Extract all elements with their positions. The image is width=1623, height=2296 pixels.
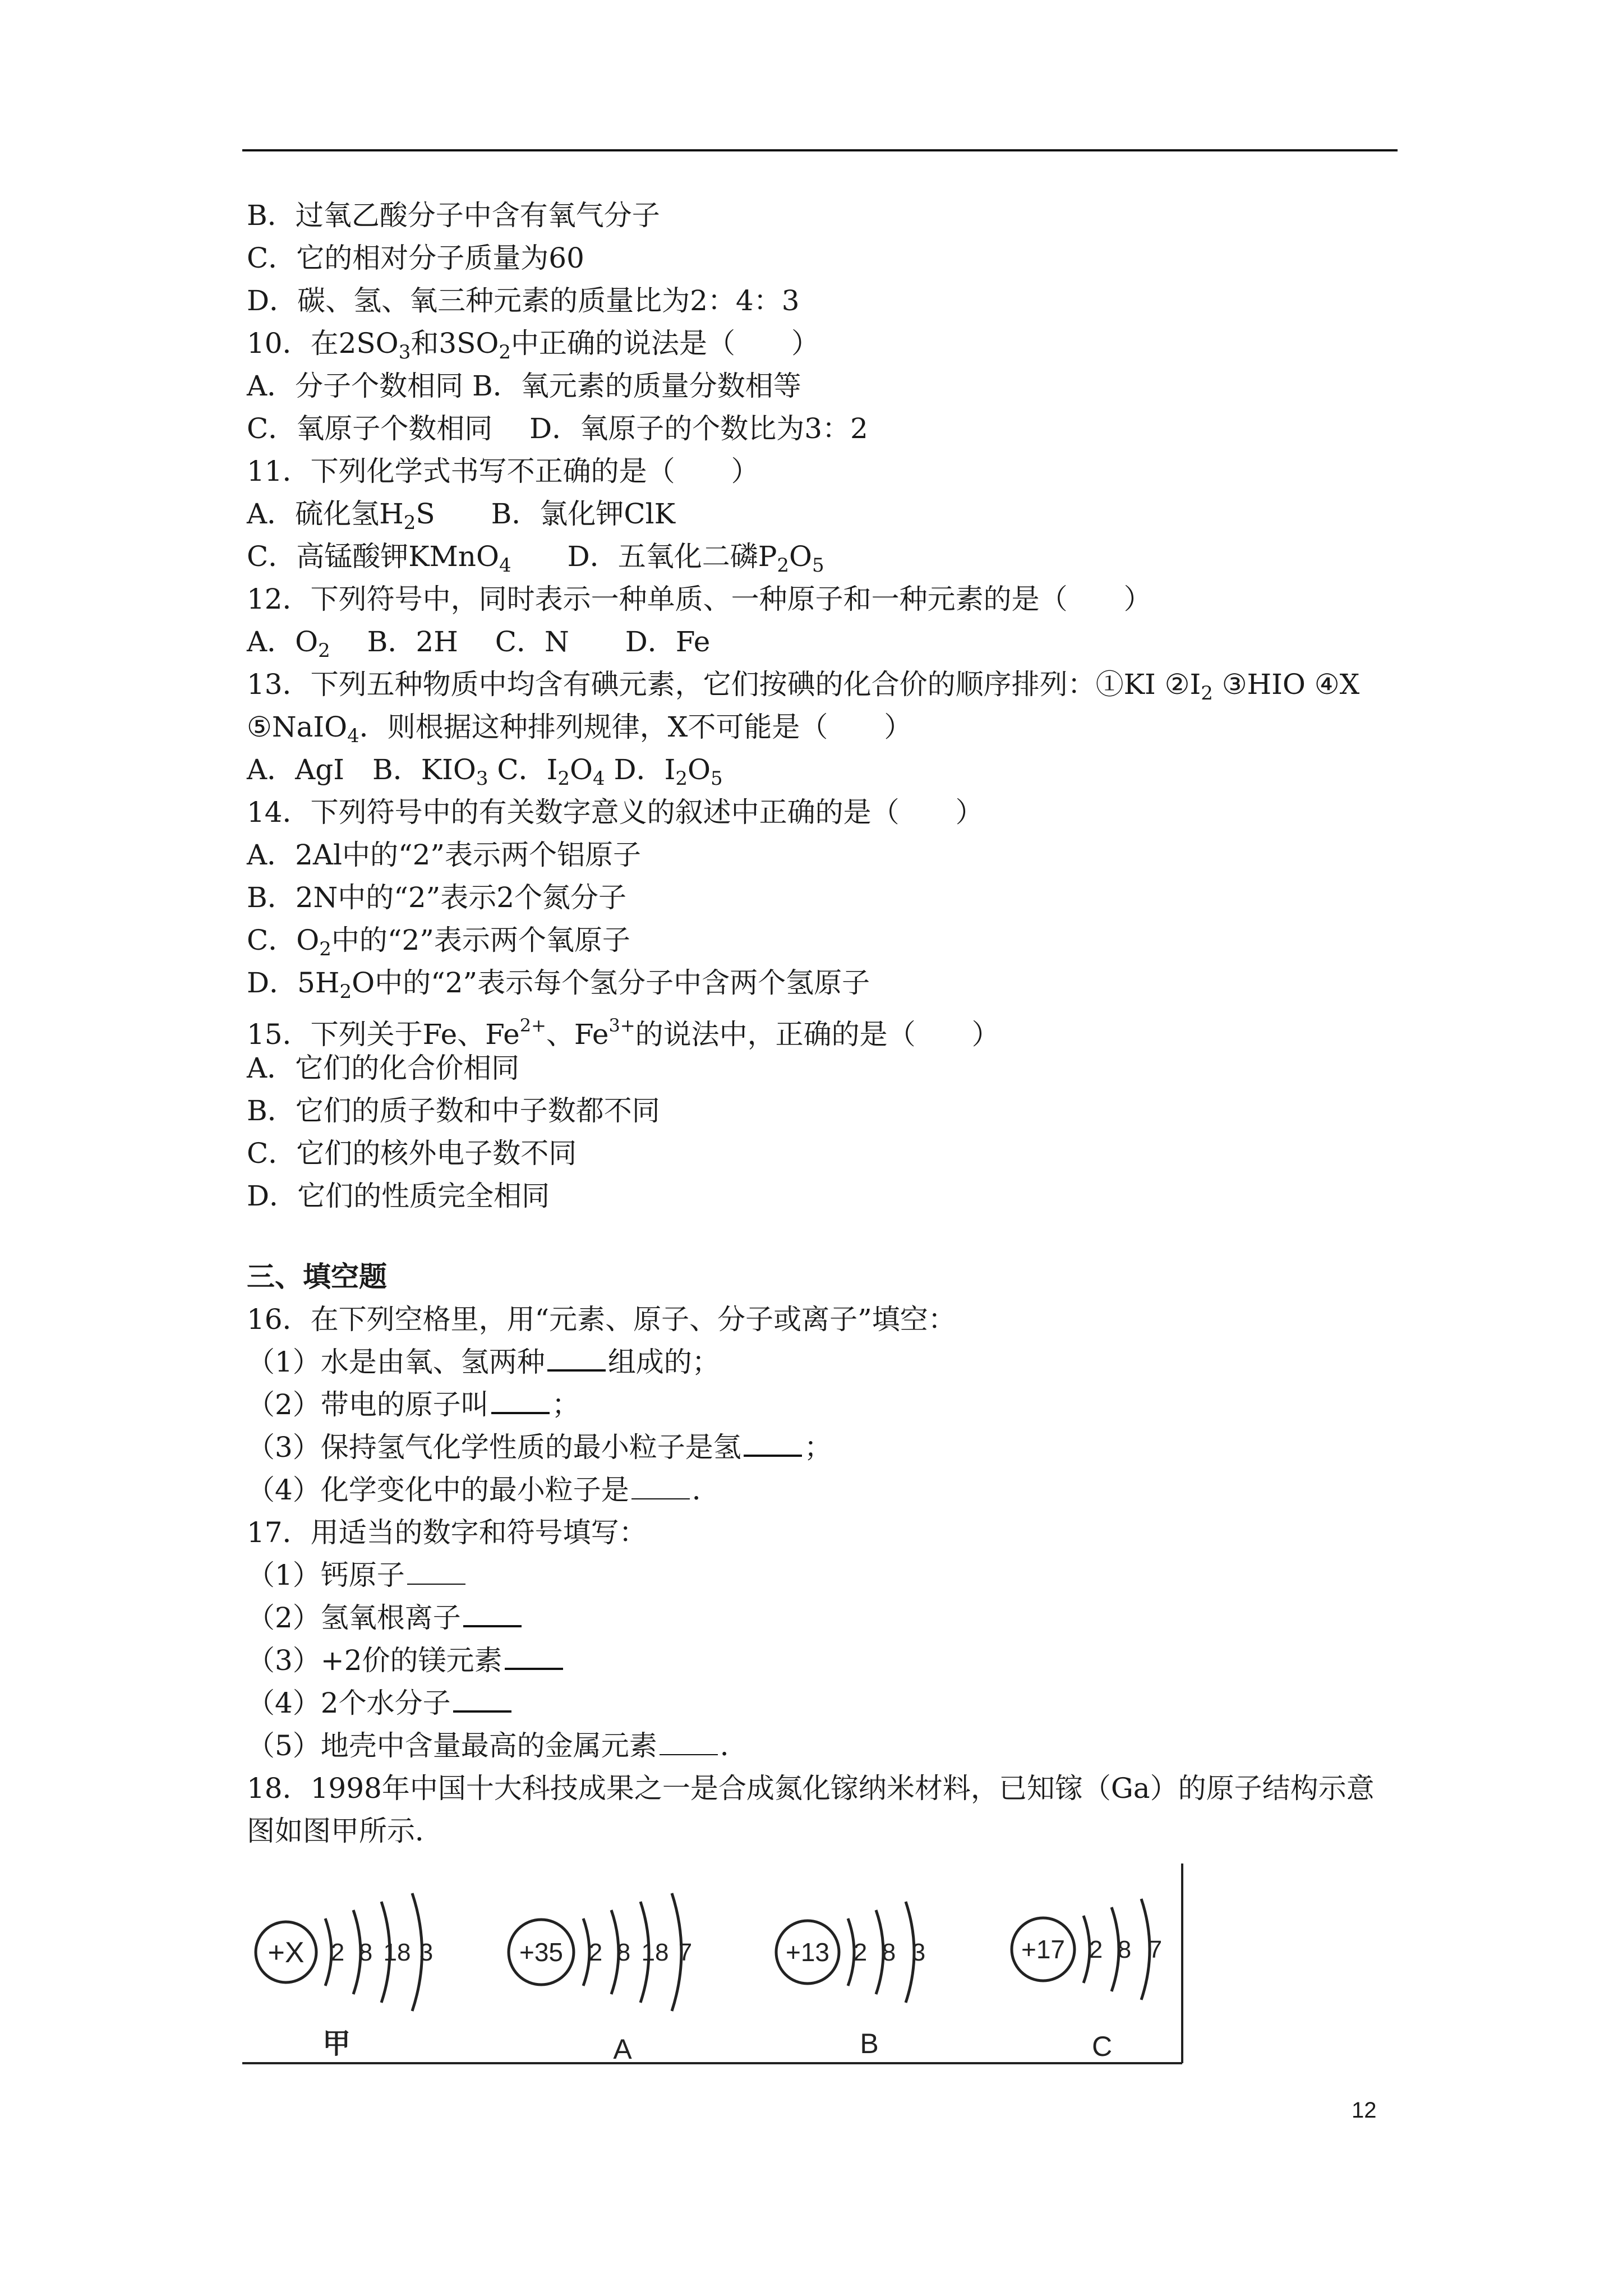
shell-electrons: 8: [1117, 1936, 1132, 1963]
q14-stem: 14．下列符号中的有关数字意义的叙述中正确的是（ ）: [247, 796, 984, 829]
q16-stem: 16．在下列空格里，用“元素、原子、分子或离子”填空：: [247, 1303, 956, 1336]
atom-b: [776, 1902, 925, 2059]
nucleus-charge: +13: [785, 1938, 830, 1967]
q14-option-a: A．2Al中的“2”表示两个铝原子: [247, 839, 641, 871]
nucleus-charge: +X: [268, 1936, 305, 1969]
q15-option-c: C．它们的核外电子数不同: [247, 1137, 577, 1170]
q14-option-b: B．2N中的“2”表示2个氮分子: [247, 881, 627, 914]
q11-options-ab: A．硫化氢$H_2S$ B．氯化钾ClK: [247, 498, 675, 534]
atom-jia: [256, 1893, 433, 2059]
atom-label: 甲: [322, 2028, 351, 2059]
q16-part3: （3）保持氢气化学性质的最小粒子是氢 ；: [247, 1426, 1396, 1469]
page-content: [247, 194, 1396, 1852]
q9-option-c: C．它的相对分子质量为60: [247, 242, 584, 274]
shell-electrons: 8: [358, 1939, 373, 1966]
shell-electrons: 8: [882, 1939, 896, 1966]
shell-electrons: 7: [1148, 1936, 1163, 1963]
answer-blank[interactable]: [660, 1727, 718, 1755]
q14-option-c: C．$O_2$中的“2”表示两个氧原子: [247, 924, 630, 960]
answer-blank[interactable]: [453, 1683, 511, 1713]
q9-option-d: D．碳、氢、氧三种元素的质量比为2：4：3: [247, 284, 800, 317]
q17-stem: 17．用适当的数字和符号填写：: [247, 1516, 647, 1549]
answer-blank[interactable]: [547, 1342, 606, 1372]
nucleus-charge: +35: [519, 1938, 564, 1967]
q10-stem: 10．在$2SO_3$和$3SO_2$中正确的说法是（ ）: [247, 327, 820, 364]
q15-option-a: A．它们的化合价相同: [247, 1052, 520, 1084]
atomic-structure-figure: [241, 1862, 1183, 2076]
q17-part3: （3）+2价的镁元素: [247, 1639, 1396, 1682]
nucleus-charge: +17: [1021, 1935, 1066, 1964]
atom-label: C: [1091, 2031, 1113, 2062]
q11-stem: 11．下列化学式书写不正确的是（ ）: [247, 455, 759, 487]
answer-blank[interactable]: [744, 1428, 802, 1457]
q17-part1: （1）钙原子: [247, 1554, 1396, 1596]
answer-blank[interactable]: [491, 1385, 550, 1414]
q10-options-cd: C．氧原子个数相同 D．氧原子的个数比为3：2: [247, 412, 868, 445]
section-heading: 三、填空题: [247, 1260, 387, 1293]
q15-option-d: D．它们的性质完全相同: [247, 1180, 550, 1212]
q14-option-d: D．$5H_2O$中的“2”表示每个氢分子中含两个氢原子: [247, 967, 870, 1003]
header-rule: [242, 149, 1398, 151]
q15-stem: 15．下列关于Fe、$Fe^{2+}$、$Fe^{3+}$的说法中，正确的是（ ）: [247, 1015, 1000, 1051]
shell-electrons: 2: [588, 1939, 603, 1966]
atom-label: B: [860, 2028, 879, 2059]
shell-electrons: 3: [419, 1939, 434, 1966]
q16-part4: （4）化学变化中的最小粒子是 ．: [247, 1469, 1396, 1511]
shell-electrons: 2: [853, 1939, 868, 1966]
atom-label: A: [613, 2033, 632, 2065]
shell-electrons: 8: [616, 1939, 631, 1966]
q17-part4: （4）2个水分子: [247, 1682, 1396, 1724]
q13-stem-line2: ⑤NaIO$_4$．则根据这种排列规律，X不可能是（ ）: [247, 711, 912, 747]
q12-stem: 12．下列符号中，同时表示一种单质、一种原子和一种元素的是（ ）: [247, 583, 1152, 615]
q11-options-cd: C．高锰酸钾KMnO$_4$ D．五氧化二磷$P_2O_5$: [247, 540, 824, 577]
shell-electrons: 2: [330, 1939, 345, 1966]
shell-electrons: 7: [678, 1939, 693, 1966]
q16-part1: （1）水是由氧、氢两种 组成的；: [247, 1341, 1396, 1383]
shell-electrons: 2: [1089, 1936, 1103, 1963]
q18-stem-line2: 图如图甲所示．: [247, 1815, 443, 1847]
q17-part5: （5）地壳中含量最高的金属元素 ．: [247, 1724, 1396, 1767]
answer-blank[interactable]: [505, 1641, 563, 1670]
answer-blank[interactable]: [463, 1598, 522, 1627]
q9-option-b: B．过氧乙酸分子中含有氧气分子: [247, 199, 660, 232]
q13-stem-line1: 13．下列五种物质中均含有碘元素，它们按碘的化合价的顺序排列：①KI $②I_2$ ③HIO ④X: [247, 668, 1360, 705]
answer-blank[interactable]: [407, 1557, 465, 1585]
q17-part2: （2）氢氧根离子: [247, 1596, 1396, 1639]
q10-options-ab: A．分子个数相同 B．氧元素的质量分数相等: [247, 370, 801, 402]
shell-electrons: 18: [383, 1939, 411, 1966]
atom-c: [1012, 1899, 1162, 2062]
q18-stem-line1: 18．1998年中国十大科技成果之一是合成氮化镓纳米材料，已知镓（Ga）的原子结构示意: [247, 1772, 1375, 1805]
shell-electrons: 3: [911, 1939, 926, 1966]
page-number: 12: [1352, 2098, 1377, 2123]
q13-options: A．AgI B．$KIO_3$ C．$I_2O_4$ D．$I_2O_5$: [247, 753, 723, 790]
q12-options: A．$O_2$ B．2H C．N D．Fe: [247, 625, 711, 662]
atom-a: [509, 1893, 692, 2065]
shell-electrons: 18: [641, 1939, 669, 1966]
answer-blank[interactable]: [631, 1471, 690, 1499]
q16-part2: （2）带电的原子叫 ；: [247, 1383, 1396, 1426]
q15-option-b: B．它们的质子数和中子数都不同: [247, 1094, 660, 1127]
